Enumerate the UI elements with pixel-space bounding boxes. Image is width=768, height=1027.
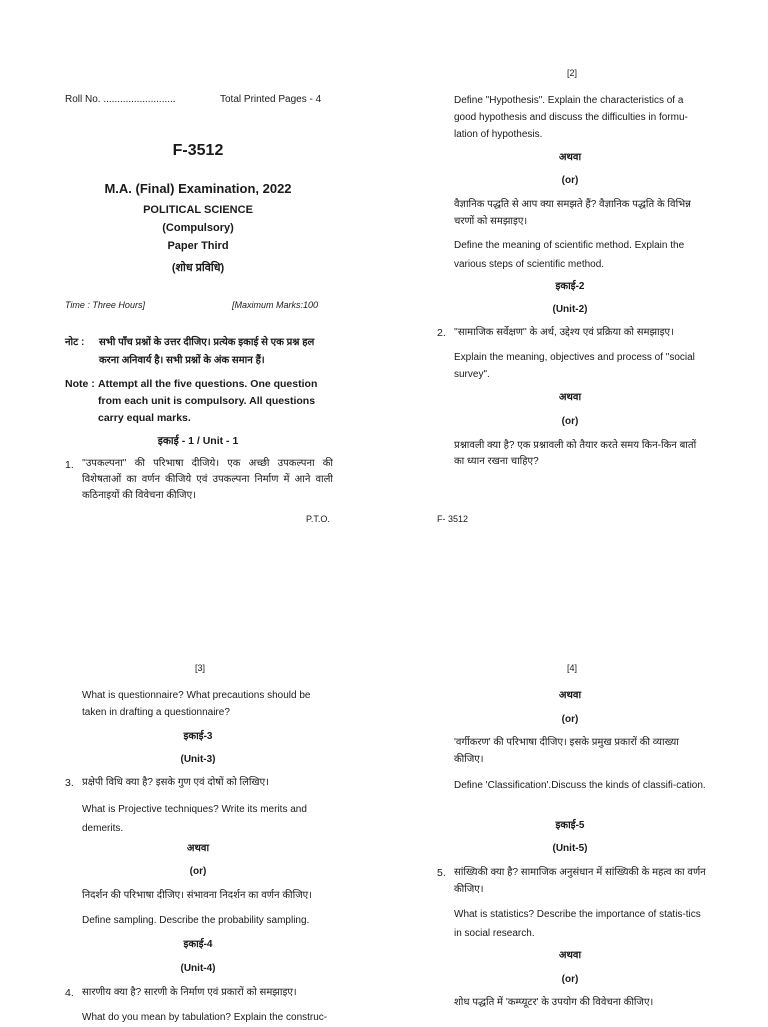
question-2	[437, 324, 707, 342]
question-3-english: What is Projective techniques? Write its merits and demerits.	[82, 804, 307, 834]
question-1-hindi	[65, 456, 333, 504]
question-5-english: What is statistics? Describe the importance of statis-tics in social research.	[454, 909, 701, 939]
question-3-number: 3.	[65, 777, 74, 789]
question-5	[437, 864, 707, 898]
athva-label: अथवा	[558, 690, 582, 701]
question-5b-hindi: शोध पद्धति में 'कम्प्यूटर' के उपयोग की विवेचना कीजिए।	[454, 997, 654, 1008]
note-english-label: Note :	[65, 378, 95, 390]
page-4	[384, 512, 768, 1024]
question-3b-hindi: निदर्शन की परिभाषा दीजिए। संभावना निदर्शन का वर्णन कीजिए।	[82, 890, 312, 901]
total-printed-pages: Total Printed Pages - 4	[220, 94, 322, 105]
compulsory-label: (Compulsory)	[162, 222, 234, 234]
page-3	[0, 512, 384, 1024]
unit-2-english: (Unit-2)	[552, 304, 588, 315]
question-1-english: Define "Hypothesis". Explain the characteristics of a good hypothesis and discuss the difficulties in formu-lation of hypothesis.	[454, 95, 688, 140]
athva-label: अथवा	[186, 843, 210, 854]
question-4b-hindi: 'वर्गीकरण' की परिभाषा दीजिए। इसके प्रमुख प्रकारों की व्याख्या कीजिए।	[454, 737, 679, 765]
question-1b-hindi: वैज्ञानिक पद्धति से आप क्या समझते हैं? वैज्ञानिक पद्धति के विभिन्न चरणों को समझाइए।	[454, 199, 691, 227]
question-4	[65, 984, 337, 1002]
question-2b-hindi: प्रश्नावली क्या है? एक प्रश्नावली को तैयार करते समय किन-किन बातों का ध्यान रखना चाहिए?	[454, 440, 697, 467]
roll-no: Roll No. ..........................	[65, 94, 176, 105]
question-1b-english: Define the meaning of scientific method. Explain the various steps of scientific method.	[454, 240, 685, 270]
subject: POLITICAL SCIENCE	[143, 204, 253, 216]
time-allowed: Time : Three Hours]	[65, 300, 145, 310]
question-4b-english: Define 'Classification'.Discuss the kinds of classifi-cation.	[454, 780, 706, 791]
paper-code: F-3512	[172, 142, 224, 159]
question-3b-english: Define sampling. Describe the probability sampling.	[82, 915, 310, 926]
unit-3-hindi: इकाई-3	[183, 731, 213, 742]
question-5-number: 5.	[437, 867, 446, 879]
unit-1-heading: इकाई - 1 / Unit - 1	[157, 435, 239, 447]
unit-5-english: (Unit-5)	[552, 843, 588, 854]
note-hindi-label: नोट :	[65, 337, 85, 348]
page-2	[384, 0, 768, 524]
pto: P.T.O.	[306, 514, 330, 524]
page-number: [4]	[566, 663, 577, 673]
question-2b-english: What is questionnaire? What precautions should be taken in drafting a questionnaire?	[82, 690, 311, 718]
exam-title: M.A. (Final) Examination, 2022	[104, 181, 292, 196]
question-2-number: 2.	[437, 327, 446, 339]
unit-2-hindi: इकाई-2	[555, 281, 585, 292]
question-5-hindi: सांख्यिकी क्या है? सामाजिक अनुसंधान में सांख्यिकी के महत्व का वर्णन कीजिए।	[454, 867, 706, 895]
athva-label-2: अथवा	[558, 950, 582, 961]
or-label: (or)	[561, 175, 579, 186]
paper-hindi-title: (शोध प्रविधि)	[171, 262, 225, 274]
question-3	[65, 774, 335, 792]
question-4-number: 4.	[65, 987, 74, 999]
question-2-english: Explain the meaning, objectives and process of "social survey".	[454, 352, 695, 380]
athva-label-2: अथवा	[558, 392, 582, 403]
question-1-hindi-text: ''उपकल्पना'' की परिभाषा दीजिये। एक अच्छी उपकल्पना की विशेषताओं का वर्णन कीजिये एवं उपकल्पना निर्माण में आने वाली कठिनाइयों की विवेचना कीजिए।	[82, 458, 333, 501]
unit-3-english: (Unit-3)	[180, 754, 216, 765]
or-label-2: (or)	[561, 974, 579, 985]
page-footer-code: F- 3512	[437, 514, 469, 524]
question-4-english: What do you mean by tabulation? Explain the construc-	[82, 1012, 328, 1023]
page-number: [2]	[566, 68, 577, 78]
question-2-hindi: ''सामाजिक सर्वेक्षण'' के अर्थ, उद्देश्य एवं प्रक्रिया को समझाइए।	[454, 327, 674, 338]
question-3-hindi: प्रक्षेपी विधि क्या है? इसके गुण एवं दोषों को लिखिए।	[82, 777, 269, 788]
note-hindi: सभी पाँच प्रश्नों के उत्तर दीजिए। प्रत्येक इकाई से एक प्रश्न हल करना अनिवार्य है। सभी प्रश्नों के अंक समान हैं।	[99, 337, 315, 366]
unit-4-hindi: इकाई-4	[183, 939, 213, 950]
max-marks: [Maximum Marks:100	[232, 300, 319, 310]
paper-number: Paper Third	[167, 240, 229, 252]
page-number: [3]	[194, 663, 205, 673]
or-label: (or)	[561, 714, 579, 725]
note-english: Attempt all the five questions. One question from each unit is compulsory. All questions carry equal marks.	[98, 378, 318, 424]
or-label: (or)	[189, 866, 207, 877]
page-1	[0, 0, 384, 524]
question-4-hindi: सारणीय क्या है? सारणी के निर्माण एवं प्रकारों को समझाइए।	[82, 987, 297, 998]
unit-4-english: (Unit-4)	[180, 963, 216, 974]
athva-label: अथवा	[558, 152, 582, 163]
unit-5-hindi: इकाई-5	[555, 820, 585, 831]
question-1-number: 1.	[65, 459, 74, 471]
or-label-2: (or)	[561, 416, 579, 427]
